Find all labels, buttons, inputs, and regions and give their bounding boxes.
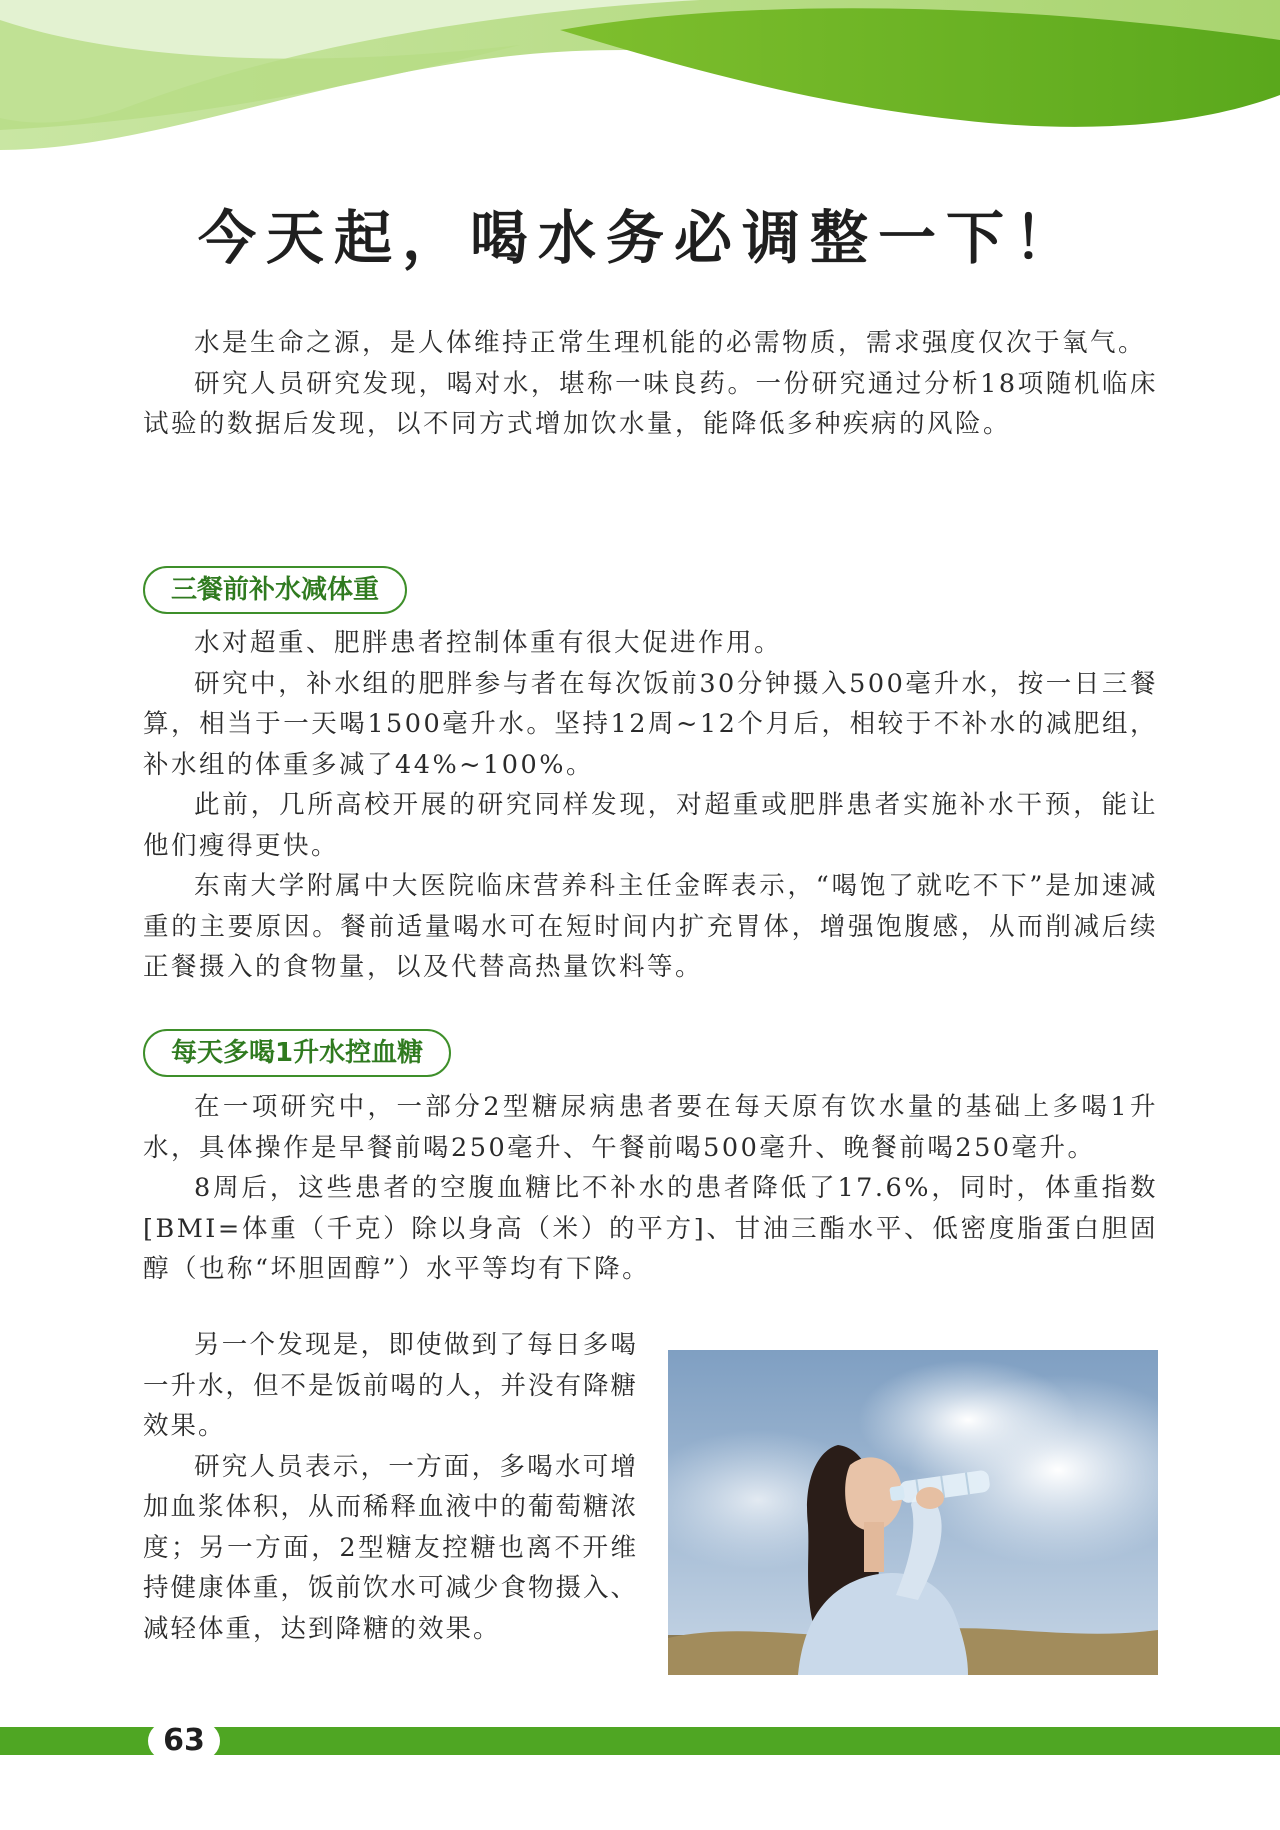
page-title: 今天起，喝水务必调整一下！	[197, 204, 1082, 272]
intro-paragraph: 水是生命之源，是人体维持正常生理机能的必需物质，需求强度仅次于氧气。	[194, 328, 1147, 358]
body-paragraph: 另一个发现是，即使做到了每日多喝一升水，但不是饭前喝的人，并没有降糖效果。	[143, 1330, 639, 1441]
section-heading-weight: 三餐前补水减体重	[143, 566, 407, 614]
header-wave-decoration	[0, 0, 1280, 190]
section2-body	[143, 1087, 1158, 1290]
woman-drinking-water-photo	[668, 1350, 1158, 1675]
section1-body	[143, 623, 1158, 988]
body-paragraph: 在一项研究中，一部分2型糖尿病患者要在每天原有饮水量的基础上多喝1升水，具体操作是早餐前喝250毫升、午餐前喝500毫升、晚餐前喝250毫升。	[143, 1092, 1158, 1163]
body-paragraph: 8周后，这些患者的空腹血糖比不补水的患者降低了17.6%，同时，体重指数[BMI=体重（千克）除以身高（米）的平方]、甘油三酯水平、低密度脂蛋白胆固醇（也称“坏胆固醇”）水平等均有下降。	[143, 1173, 1158, 1284]
body-paragraph: 东南大学附属中大医院临床营养科主任金晖表示，“喝饱了就吃不下”是加速减重的主要原因。餐前适量喝水可在短时间内扩充胃体，增强饱腹感，从而削减后续正餐摄入的食物量，以及代替高热量饮料等。	[143, 871, 1158, 982]
body-paragraph: 研究人员表示，一方面，多喝水可增加血浆体积，从而稀释血液中的葡萄糖浓度；另一方面，2型糖友控糖也离不开维持健康体重，饭前饮水可减少食物摄入、减轻体重，达到降糖的效果。	[143, 1451, 639, 1644]
body-paragraph: 水对超重、肥胖患者控制体重有很大促进作用。	[194, 628, 783, 658]
intro-section	[143, 323, 1158, 445]
intro-paragraph: 研究人员研究发现，喝对水，堪称一味良药。一份研究通过分析18项随机临床试验的数据后发现，以不同方式增加饮水量，能降低多种疾病的风险。	[143, 368, 1158, 439]
body-paragraph: 研究中，补水组的肥胖参与者在每次饭前30分钟摄入500毫升水，按一日三餐算，相当于一天喝1500毫升水。坚持12周~12个月后，相较于不补水的减肥组，补水组的体重多减了44%~100%。	[143, 668, 1158, 780]
section2-wrap-text	[143, 1325, 638, 1649]
section-heading-blood-sugar: 每天多喝1升水控血糖	[143, 1029, 451, 1077]
body-paragraph: 此前，几所高校开展的研究同样发现，对超重或肥胖患者实施补水干预，能让他们瘦得更快。	[143, 790, 1158, 861]
page-number: 63	[148, 1722, 220, 1760]
